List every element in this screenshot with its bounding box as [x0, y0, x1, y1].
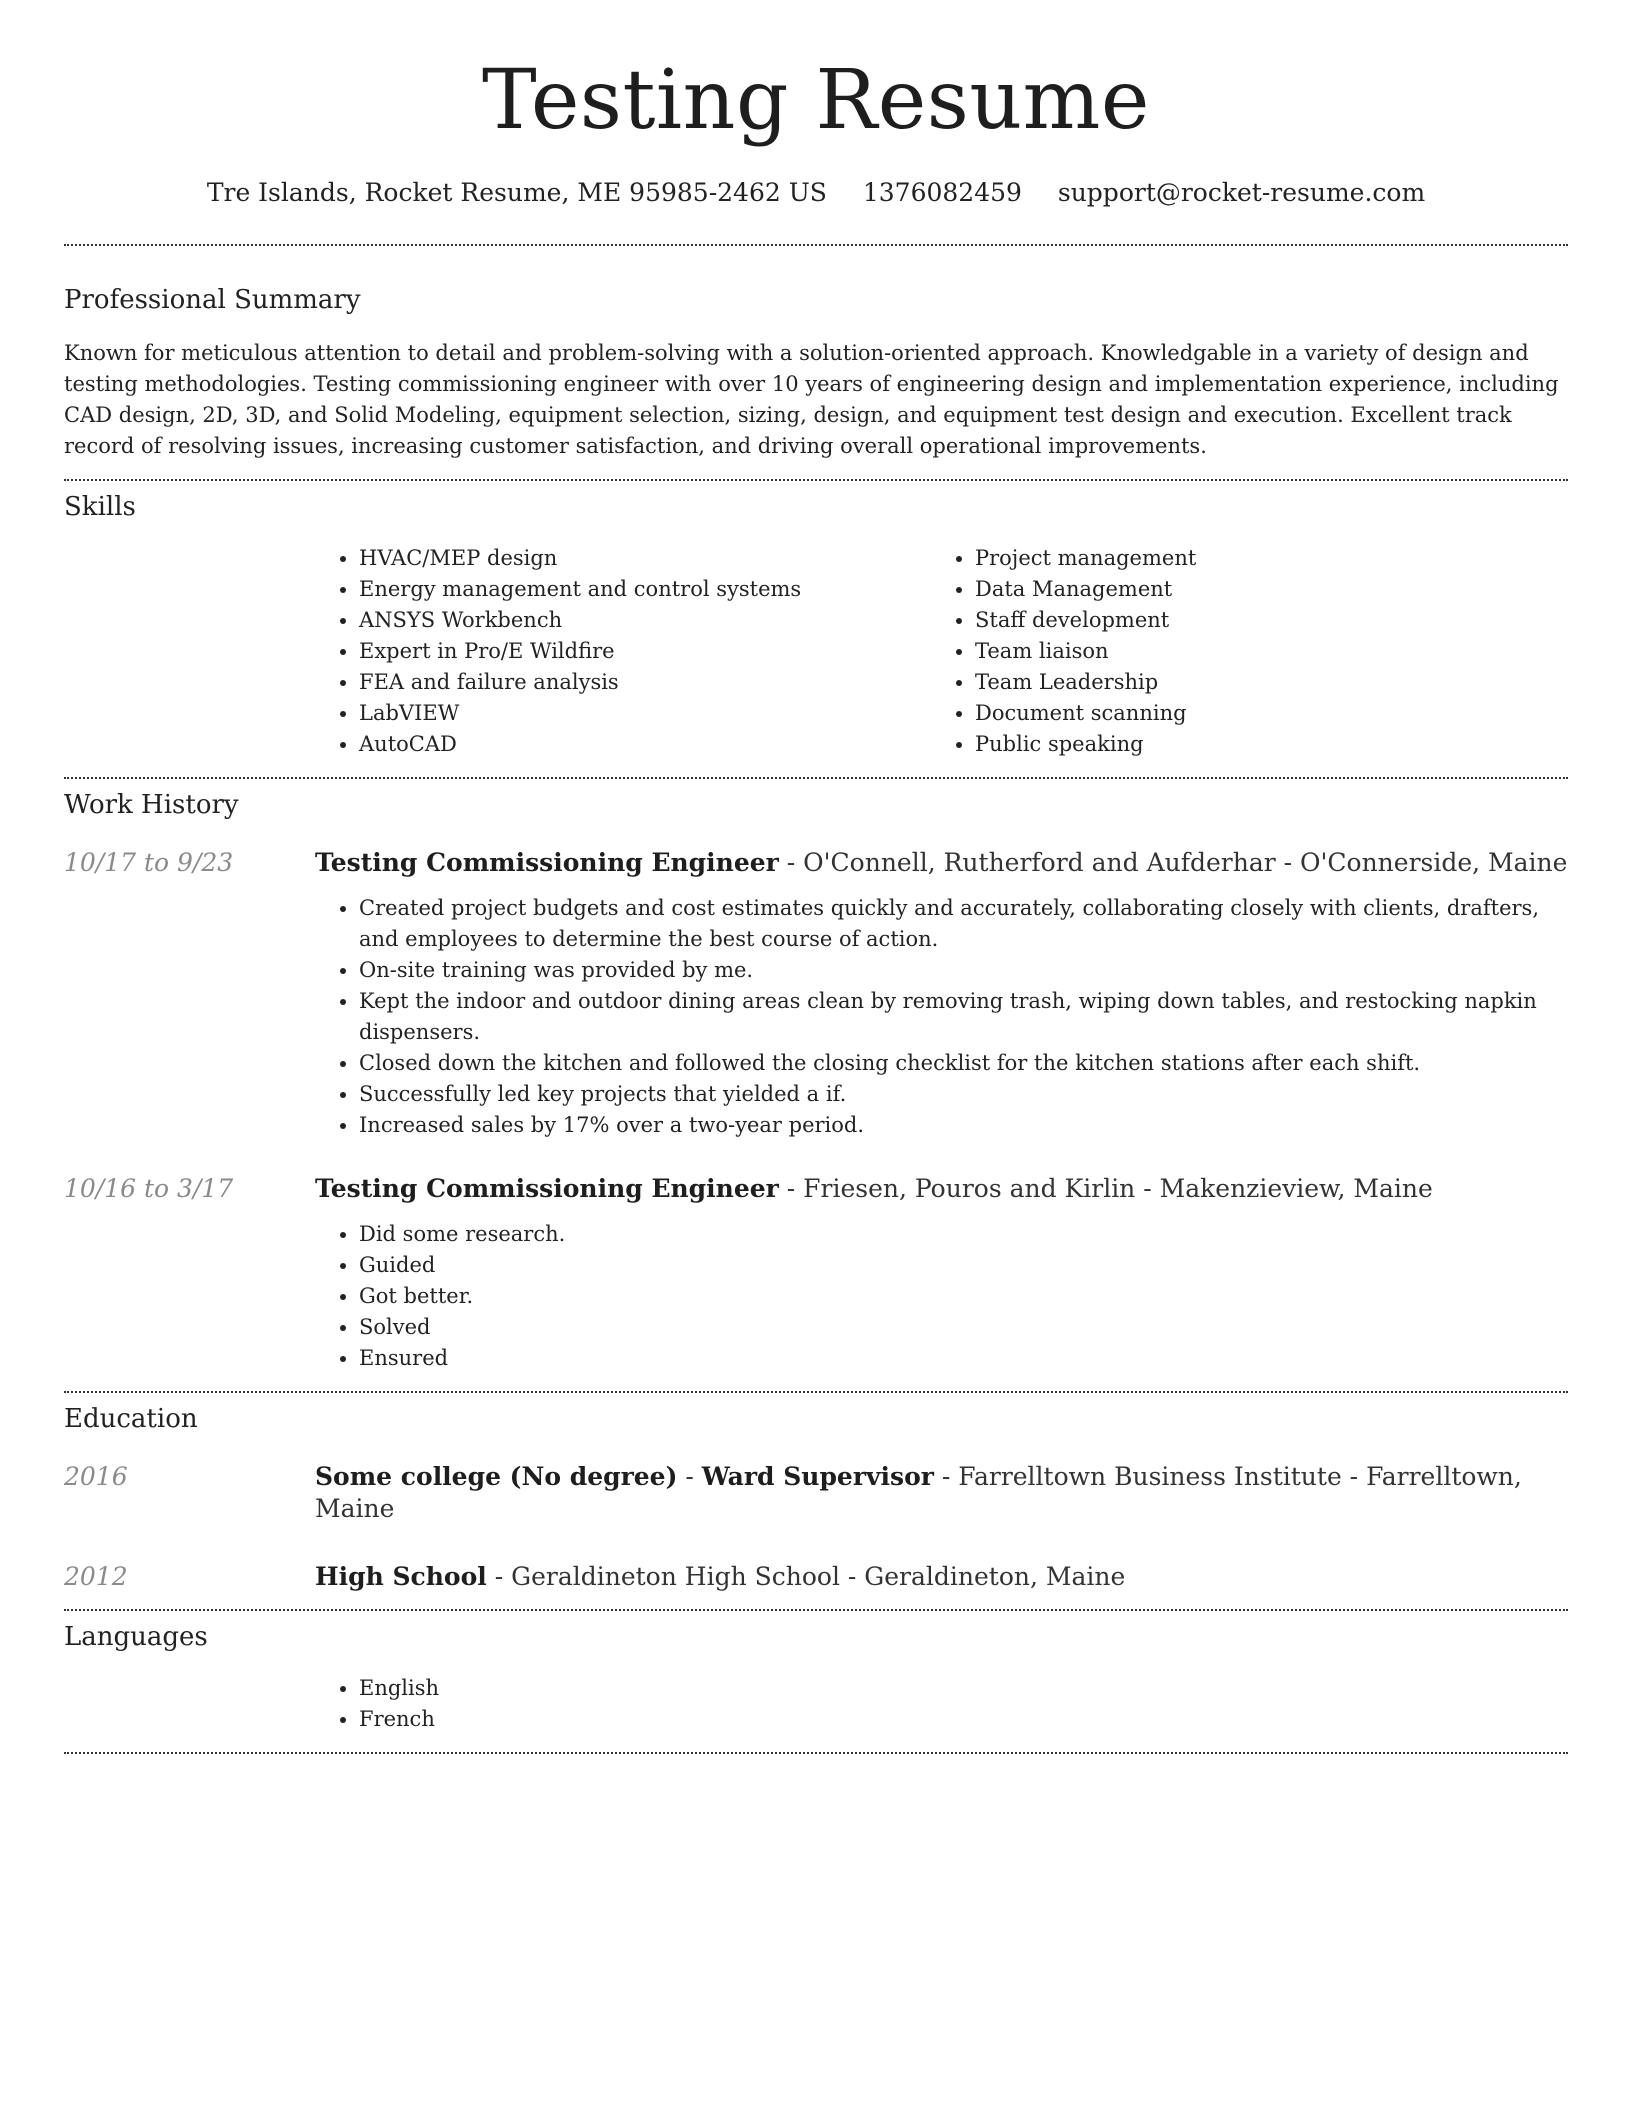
education-field: Ward Supervisor — [701, 1462, 934, 1491]
section-title-work: Work History — [64, 790, 239, 820]
skill-item: • ANSYS Workbench — [359, 605, 931, 636]
contact-email: support@rocket-resume.com — [1057, 178, 1426, 207]
contact-line — [64, 176, 1568, 210]
education-year: 2016 — [64, 1462, 128, 1491]
skill-item: • AutoCAD — [359, 729, 931, 760]
job-bullet: • Got better. — [359, 1281, 1568, 1312]
job-bullet: • Guided — [359, 1250, 1568, 1281]
education-separator: - — [677, 1462, 702, 1491]
job-heading — [315, 847, 1567, 879]
language-item: • French — [359, 1704, 1568, 1735]
skills-list — [315, 543, 1568, 760]
job-bullet: • Closed down the kitchen and followed the closing checklist for the kitchen stations after each shift. — [359, 1048, 1568, 1079]
divider — [64, 1609, 1568, 1611]
section-title-education: Education — [64, 1404, 198, 1434]
education-entry — [64, 1461, 1568, 1525]
job-bullets — [315, 1219, 1568, 1374]
skills-column-right — [931, 543, 1547, 760]
skill-item: • FEA and failure analysis — [359, 667, 931, 698]
divider — [64, 777, 1568, 779]
contact-address: Tre Islands, Rocket Resume, ME 95985-2462 US — [206, 178, 827, 207]
education-heading — [315, 1561, 1125, 1593]
skill-item: • Staff development — [975, 605, 1547, 636]
language-item: • English — [359, 1673, 1568, 1704]
job-bullet: • Kept the indoor and outdoor dining areas clean by removing trash, wiping down tables, and restocking napkin dispensers. — [359, 986, 1568, 1048]
job-bullet: • Increased sales by 17% over a two-year period. — [359, 1110, 1568, 1141]
job-position: Testing Commissioning Engineer — [315, 1174, 779, 1203]
skill-item: • Energy management and control systems — [359, 574, 931, 605]
job-bullets — [315, 893, 1568, 1141]
skill-item: • Document scanning — [975, 698, 1547, 729]
education-degree: High School — [315, 1562, 487, 1591]
job-company: - O'Connell, Rutherford and Aufderhar - O'Connerside, Maine — [778, 848, 1568, 877]
job-position: Testing Commissioning Engineer — [315, 848, 779, 877]
skill-item: • Data Management — [975, 574, 1547, 605]
job-entry — [64, 847, 1568, 879]
education-heading — [315, 1461, 1568, 1525]
job-entry — [64, 1173, 1568, 1205]
job-bullet: • Successfully led key projects that yielded a if. — [359, 1079, 1568, 1110]
divider — [64, 1391, 1568, 1393]
section-title-skills: Skills — [64, 492, 136, 522]
skill-item: • Public speaking — [975, 729, 1547, 760]
job-dates: 10/16 to 3/17 — [64, 1174, 234, 1203]
resume-name: Testing Resume — [482, 53, 1150, 148]
job-bullet: • Solved — [359, 1312, 1568, 1343]
divider — [64, 1752, 1568, 1754]
skill-item: • Project management — [975, 543, 1547, 574]
section-title-summary: Professional Summary — [64, 285, 361, 315]
divider — [64, 244, 1568, 246]
divider — [64, 479, 1568, 481]
contact-phone: 1376082459 — [862, 178, 1022, 207]
skill-item: • LabVIEW — [359, 698, 931, 729]
job-company: - Friesen, Pouros and Kirlin - Makenzieview, Maine — [778, 1174, 1433, 1203]
languages-list — [315, 1673, 1568, 1735]
job-dates: 10/17 to 9/23 — [64, 848, 234, 877]
education-year: 2012 — [64, 1562, 128, 1591]
section-title-languages: Languages — [64, 1622, 208, 1652]
job-bullet: • On-site training was provided by me. — [359, 955, 1568, 986]
job-bullet: • Did some research. — [359, 1219, 1568, 1250]
education-school: - Geraldineton High School - Geraldineton, Maine — [486, 1562, 1126, 1591]
job-bullet: • Ensured — [359, 1343, 1568, 1374]
job-heading — [315, 1173, 1433, 1205]
skill-item: • Team Leadership — [975, 667, 1547, 698]
skill-item: • Expert in Pro/E Wildfire — [359, 636, 931, 667]
education-school: - Farrelltown Business Institute - Farrelltown, Maine — [315, 1462, 1522, 1523]
job-bullet: • Created project budgets and cost estimates quickly and accurately, collaborating closely with clients, drafters, and employees to determine the best course of action. — [359, 893, 1568, 955]
skill-item: • Team liaison — [975, 636, 1547, 667]
education-entry — [64, 1561, 1568, 1593]
skills-column-left — [315, 543, 931, 760]
education-degree: Some college (No degree) — [315, 1462, 678, 1491]
skill-item: • HVAC/MEP design — [359, 543, 931, 574]
summary-text: Known for meticulous attention to detail and problem-solving with a solution-oriented approach. Knowledgable in a variety of design and testing methodologies. Testing commissioning engineer with over 10 years of engineering design and implementation experience, including CAD design, 2D, 3D, and Solid Modeling, equipment selection, sizing, design, and equipment test design and execution. Excellent track record of resolving issues, increasing customer satisfaction, and driving overall operational improvements. — [64, 341, 1559, 458]
